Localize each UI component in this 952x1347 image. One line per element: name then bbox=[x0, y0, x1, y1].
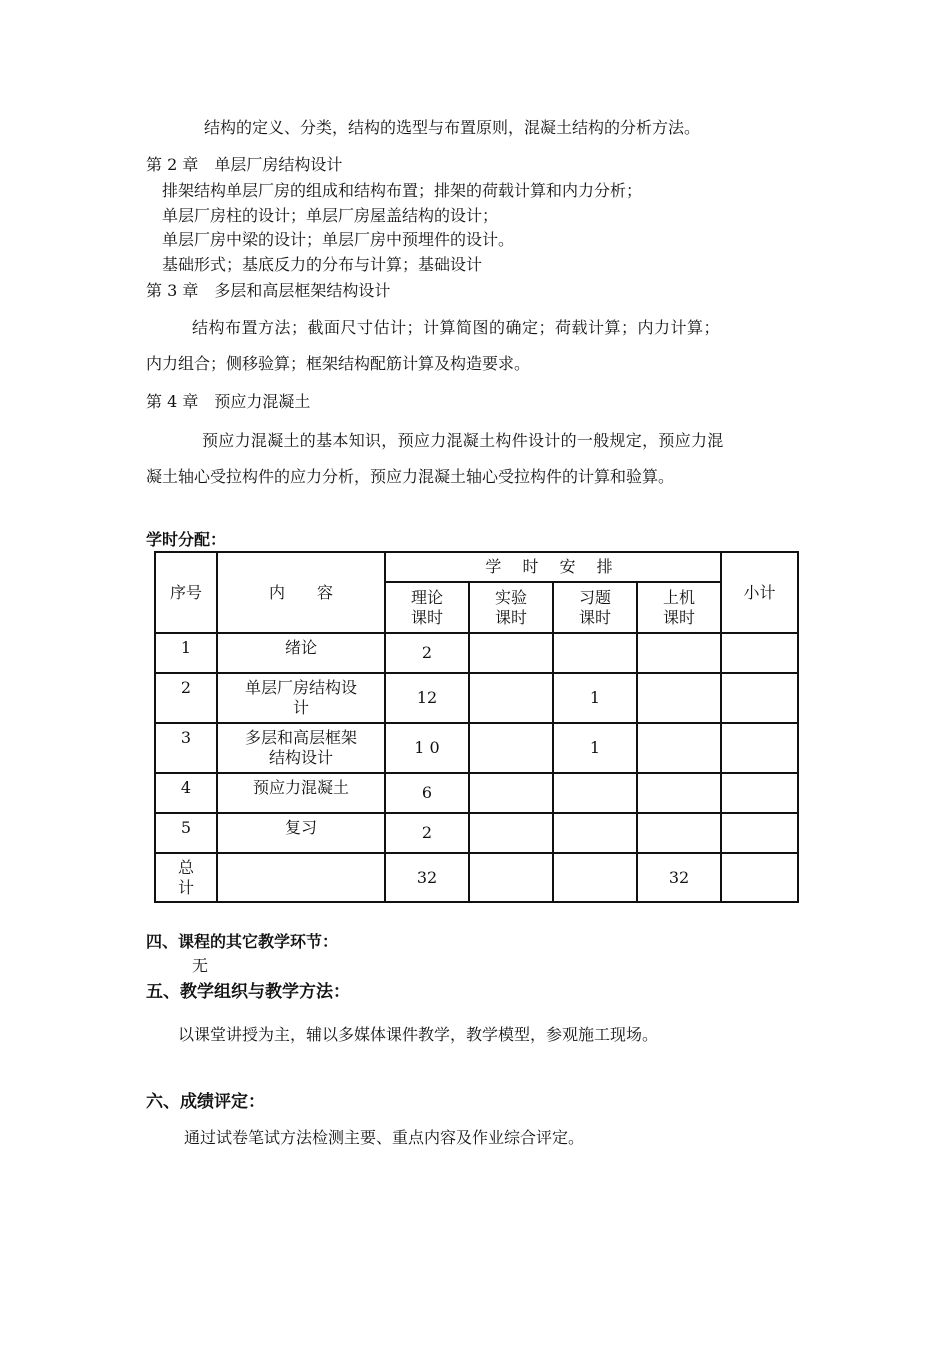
header-no: 序号 bbox=[155, 552, 217, 633]
table-row bbox=[155, 723, 798, 773]
cell-computer bbox=[637, 723, 721, 773]
cell-computer bbox=[637, 813, 721, 853]
chapter-3-line-2: 内力组合；侧移验算；框架结构配筋计算及构造要求。 bbox=[146, 354, 531, 373]
cell-subtotal bbox=[721, 673, 798, 723]
cell-exercise bbox=[553, 773, 637, 813]
chapter-2-title: 第 2 章 单层厂房结构设计 bbox=[146, 155, 343, 174]
cell-theory: 2 bbox=[385, 813, 469, 853]
cell-no: 2 bbox=[155, 673, 217, 723]
cell-no: 3 bbox=[155, 723, 217, 773]
section-6-body: 通过试卷笔试方法检测主要、重点内容及作业综合评定。 bbox=[184, 1128, 585, 1147]
header-subtotal: 小计 bbox=[721, 552, 798, 633]
cell-content: 单层厂房结构设 计 bbox=[217, 673, 385, 723]
header-theory: 理论 课时 bbox=[385, 582, 469, 633]
table-row bbox=[155, 773, 798, 813]
cell-subtotal bbox=[721, 813, 798, 853]
cell-lab bbox=[469, 813, 553, 853]
section-5-title: 五、教学组织与教学方法： bbox=[146, 982, 350, 1002]
table-row bbox=[155, 673, 798, 723]
cell-theory: 32 bbox=[385, 853, 469, 902]
cell-lab bbox=[469, 853, 553, 902]
cell-no: 总 计 bbox=[155, 853, 217, 902]
cell-computer: 32 bbox=[637, 853, 721, 902]
chapter-2-line-4: 基础形式；基底反力的分布与计算；基础设计 bbox=[162, 255, 483, 274]
cell-lab bbox=[469, 723, 553, 773]
cell-exercise: 1 bbox=[553, 723, 637, 773]
cell-theory: 12 bbox=[385, 673, 469, 723]
section-6-title: 六、成绩评定： bbox=[146, 1092, 265, 1112]
cell-exercise bbox=[553, 813, 637, 853]
header-content: 内 容 bbox=[217, 552, 385, 633]
chapter-3-title: 第 3 章 多层和高层框架结构设计 bbox=[146, 281, 391, 300]
cell-subtotal bbox=[721, 773, 798, 813]
cell-lab bbox=[469, 773, 553, 813]
cell-computer bbox=[637, 773, 721, 813]
chapter-4-line-2: 凝土轴心受拉构件的应力分析，预应力混凝土轴心受拉构件的计算和验算。 bbox=[146, 467, 675, 486]
intro-line: 结构的定义、分类，结构的选型与布置原则，混凝土结构的分析方法。 bbox=[204, 118, 701, 137]
cell-content: 绪论 bbox=[217, 633, 385, 673]
cell-content: 复习 bbox=[217, 813, 385, 853]
cell-lab bbox=[469, 673, 553, 723]
table-row bbox=[155, 813, 798, 853]
chapter-2-line-3: 单层厂房中梁的设计；单层厂房中预埋件的设计。 bbox=[162, 230, 515, 249]
chapter-2-line-2: 单层厂房柱的设计；单层厂房屋盖结构的设计； bbox=[162, 206, 499, 225]
cell-content: 预应力混凝土 bbox=[217, 773, 385, 813]
table-row-total bbox=[155, 853, 798, 902]
cell-lab bbox=[469, 633, 553, 673]
chapter-2-line-1: 排架结构单层厂房的组成和结构布置；排架的荷载计算和内力分析； bbox=[162, 181, 643, 200]
section-5-body: 以课堂讲授为主，辅以多媒体课件教学，教学模型，参观施工现场。 bbox=[178, 1025, 659, 1044]
cell-no: 1 bbox=[155, 633, 217, 673]
cell-subtotal bbox=[721, 723, 798, 773]
cell-no: 4 bbox=[155, 773, 217, 813]
hours-table bbox=[154, 551, 799, 903]
section-4-body: 无 bbox=[192, 956, 209, 975]
cell-computer bbox=[637, 633, 721, 673]
chapter-4-title: 第 4 章 预应力混凝土 bbox=[146, 392, 311, 411]
chapter-4-line-1: 预应力混凝土的基本知识，预应力混凝土构件设计的一般规定，预应力混 bbox=[202, 431, 724, 450]
cell-content bbox=[217, 853, 385, 902]
cell-theory: 1 0 bbox=[385, 723, 469, 773]
cell-theory: 6 bbox=[385, 773, 469, 813]
cell-computer bbox=[637, 673, 721, 723]
header-schedule: 学 时 安 排 bbox=[385, 552, 721, 582]
cell-content: 多层和高层框架 结构设计 bbox=[217, 723, 385, 773]
section-4-title: 四、课程的其它教学环节： bbox=[146, 932, 339, 951]
header-computer: 上机 课时 bbox=[637, 582, 721, 633]
cell-theory: 2 bbox=[385, 633, 469, 673]
cell-exercise bbox=[553, 853, 637, 902]
cell-exercise bbox=[553, 633, 637, 673]
hours-heading: 学时分配： bbox=[146, 530, 227, 549]
cell-subtotal bbox=[721, 633, 798, 673]
cell-no: 5 bbox=[155, 813, 217, 853]
header-lab: 实验 课时 bbox=[469, 582, 553, 633]
cell-exercise: 1 bbox=[553, 673, 637, 723]
cell-subtotal bbox=[721, 853, 798, 902]
table-row bbox=[155, 633, 798, 673]
chapter-3-line-1: 结构布置方法；截面尺寸估计；计算简图的确定；荷载计算；内力计算； bbox=[192, 318, 721, 337]
header-exercise: 习题 课时 bbox=[553, 582, 637, 633]
